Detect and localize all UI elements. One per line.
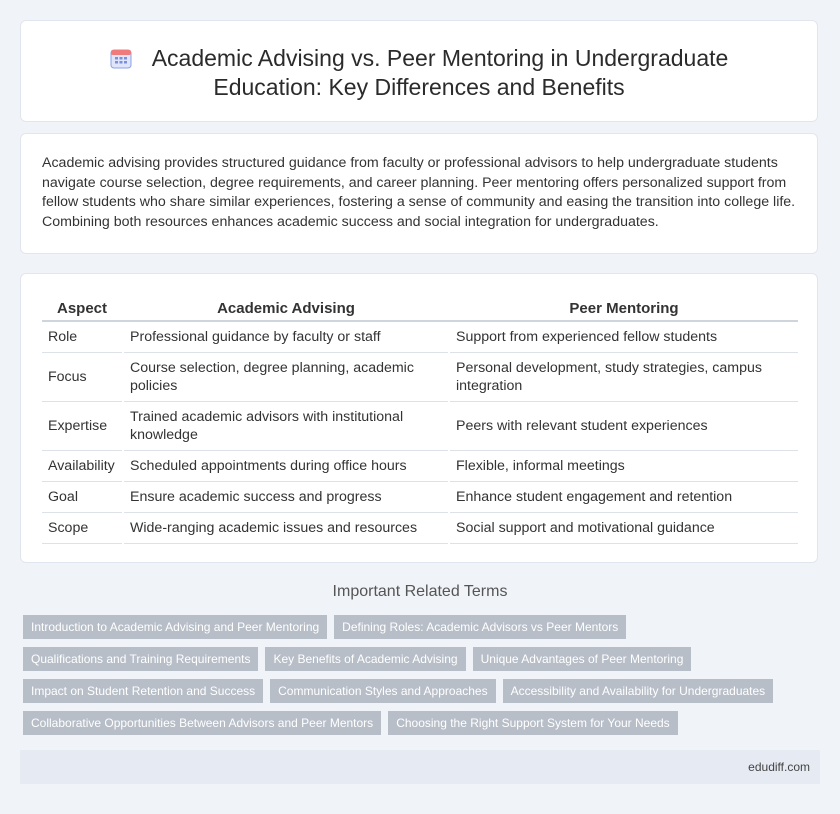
cell-peer-mentoring: Personal development, study strategies, campus integration: [449, 353, 798, 402]
related-term-tag[interactable]: Communication Styles and Approaches: [270, 679, 495, 703]
table-row: [42, 482, 798, 513]
title-card: [20, 20, 818, 122]
footer: [20, 750, 820, 784]
related-term-tag[interactable]: Choosing the Right Support System for Your Needs: [388, 711, 678, 735]
cell-peer-mentoring: Support from experienced fellow students: [449, 321, 798, 353]
cell-academic-advising: Course selection, degree planning, academic policies: [123, 353, 449, 402]
footer-brand[interactable]: edudiff.com: [748, 760, 810, 774]
cell-aspect: Goal: [42, 482, 123, 513]
table-row: [42, 321, 798, 353]
cell-academic-advising: Wide-ranging academic issues and resources: [123, 513, 449, 544]
cell-academic-advising: Professional guidance by faculty or staff: [123, 321, 449, 353]
cell-peer-mentoring: Peers with relevant student experiences: [449, 402, 798, 451]
intro-paragraph: Academic advising provides structured guidance from faculty or professional advisors to help undergraduate students navigate course selection, degree requirements, and career planning. Peer mentoring offers personalized support from fellow students who share similar experiences, fostering a sense of community and easing the transition into college life. Combining both resources enhances academic success and social integration for undergraduates.: [42, 155, 796, 230]
cell-peer-mentoring: Social support and motivational guidance: [449, 513, 798, 544]
related-term-tag[interactable]: Unique Advantages of Peer Mentoring: [473, 647, 692, 671]
comparison-table: [42, 296, 798, 544]
cell-academic-advising: Scheduled appointments during office hours: [123, 451, 449, 482]
cell-aspect: Role: [42, 321, 123, 353]
cell-aspect: Scope: [42, 513, 123, 544]
related-term-tag[interactable]: Defining Roles: Academic Advisors vs Peer Mentors: [334, 615, 626, 639]
header-peer-mentoring: Peer Mentoring: [449, 296, 798, 321]
cell-aspect: Expertise: [42, 402, 123, 451]
title-line-2: Education: Key Differences and Benefits: [213, 74, 625, 100]
related-term-tag[interactable]: Impact on Student Retention and Success: [23, 679, 263, 703]
related-terms-title: Important Related Terms: [332, 583, 508, 600]
related-term-tag[interactable]: Qualifications and Training Requirements: [23, 647, 258, 671]
intro-card: [20, 133, 818, 254]
cell-academic-advising: Trained academic advisors with institutional knowledge: [123, 402, 449, 451]
related-terms-tags: [23, 615, 813, 743]
cell-peer-mentoring: Enhance student engagement and retention: [449, 482, 798, 513]
cell-aspect: Availability: [42, 451, 123, 482]
calendar-icon: [110, 47, 132, 69]
related-term-tag[interactable]: Collaborative Opportunities Between Advisors and Peer Mentors: [23, 711, 381, 735]
cell-academic-advising: Ensure academic success and progress: [123, 482, 449, 513]
table-row: [42, 513, 798, 544]
header-aspect: Aspect: [42, 296, 123, 321]
title-line-1: Academic Advising vs. Peer Mentoring in Undergraduate: [151, 45, 729, 71]
related-term-tag[interactable]: Key Benefits of Academic Advising: [265, 647, 465, 671]
table-row: [42, 451, 798, 482]
table-row: [42, 402, 798, 451]
comparison-card: [20, 273, 818, 563]
cell-peer-mentoring: Flexible, informal meetings: [449, 451, 798, 482]
page-title: [21, 44, 817, 102]
related-term-tag[interactable]: Introduction to Academic Advising and Peer Mentoring: [23, 615, 327, 639]
header-academic-advising: Academic Advising: [123, 296, 449, 321]
cell-aspect: Focus: [42, 353, 123, 402]
table-row: [42, 353, 798, 402]
related-term-tag[interactable]: Accessibility and Availability for Undergraduates: [503, 679, 774, 703]
table-header-row: [42, 296, 798, 321]
